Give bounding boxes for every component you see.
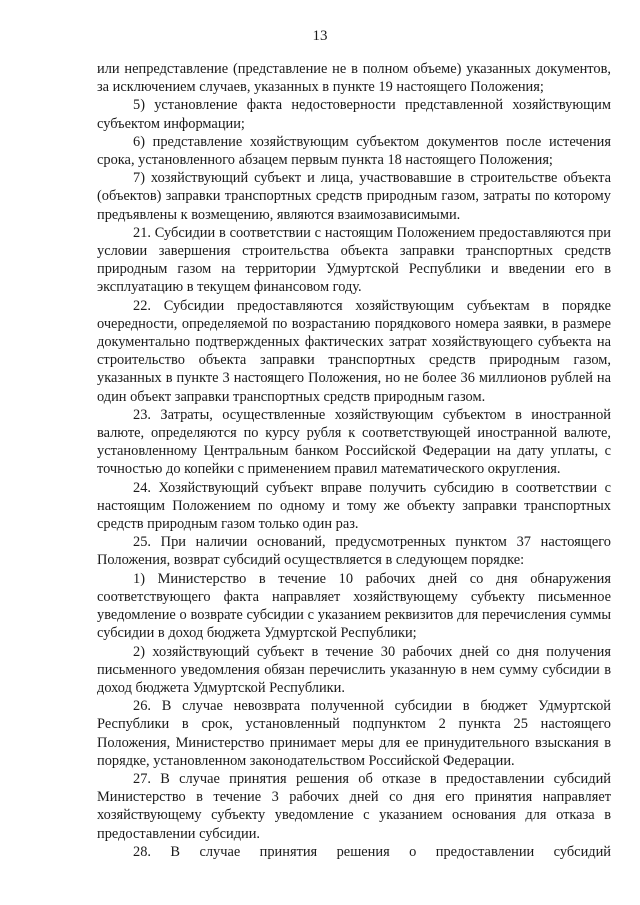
paragraph: 1) Министерство в течение 10 рабочих дней со дня обнаружения соответствующего факта направляет хозяйствующему субъекту письменное уведомление о возврате субсидии с указанием реквизитов для перечисления суммы субсидии в доход бюджета Удмуртской Республики;	[97, 570, 611, 642]
paragraph: 24. Хозяйствующий субъект вправе получить субсидию в соответствии с настоящим Положением по одному и тому же объекту заправки транспортных средств природным газом только один раз.	[97, 479, 611, 533]
paragraph: 28. В случае принятия решения о предоставлении субсидий	[133, 843, 611, 860]
paragraph: 7) хозяйствующий субъект и лица, участвовавшие в строительстве объекта (объектов) заправки транспортных средств природным газом, затраты по которому предъявлены к возмещению, являются взаимозависимыми.	[97, 170, 611, 223]
paragraph: или непредставление (представление не в полном объеме) указанных документов, за исключением случаев, указанных в пункте 19 настоящего Положения;	[97, 61, 611, 96]
paragraph: 6) представление хозяйствующим субъектом документов после истечения срока, установленного абзацем первым пункта 18 настоящего Положения;	[97, 133, 611, 169]
paragraph: 23. Затраты, осуществленные хозяйствующим субъектом в иностранной валюте, определяются по курсу рубля к соответствующей иностранной валюте, установленному Центральным банком Российской Федерации на дату уплаты, с точностью до копейки с применением правил математического округления.	[97, 406, 611, 478]
paragraph: 27. В случае принятия решения об отказе в предоставлении субсидий Министерство в течение 3 рабочих дней со дня его принятия направляет хозяйствующему субъекту уведомление с указанием основания для отказа в предоставлении субсидии.	[97, 770, 611, 842]
paragraph: 22. Субсидии предоставляются хозяйствующим субъектам в порядке очередности, определяемой по возрастанию порядкового номера заявки, в размере документально подтвержденных фактических затрат хозяйствующего субъекта на строительство объекта заправки транспортных средств природным газом, указанных в пункте 3 настоящего Положения, но не более 36 миллионов рублей на один объект заправки транспортных средств природным газом.	[97, 297, 611, 405]
paragraph: 2) хозяйствующий субъект в течение 30 рабочих дней со дня получения письменного уведомления обязан перечислить указанную в нем сумму субсидии в доход бюджета Удмуртской Республики.	[97, 643, 611, 696]
paragraph: 25. При наличии оснований, предусмотренных пунктом 37 настоящего Положения, возврат субсидий осуществляется в следующем порядке:	[97, 534, 611, 569]
document-body	[97, 60, 611, 861]
page-number: 13	[312, 28, 328, 44]
paragraph: 26. В случае невозврата полученной субсидии в бюджет Удмуртской Республики в срок, установленный подпунктом 2 пункта 25 настоящего Положения, Министерство принимает меры для ее принудительного взыскания в порядке, установленном законодательством Российской Федерации.	[97, 698, 611, 769]
paragraph: 21. Субсидии в соответствии с настоящим Положением предоставляются при условии завершения строительства объекта заправки транспортных средств природным газом на территории Удмуртской Республики и введении его в эксплуатацию в текущем финансовом году.	[97, 224, 611, 296]
paragraph: 5) установление факта недостоверности представленной хозяйствующим субъектом информации;	[97, 97, 611, 132]
